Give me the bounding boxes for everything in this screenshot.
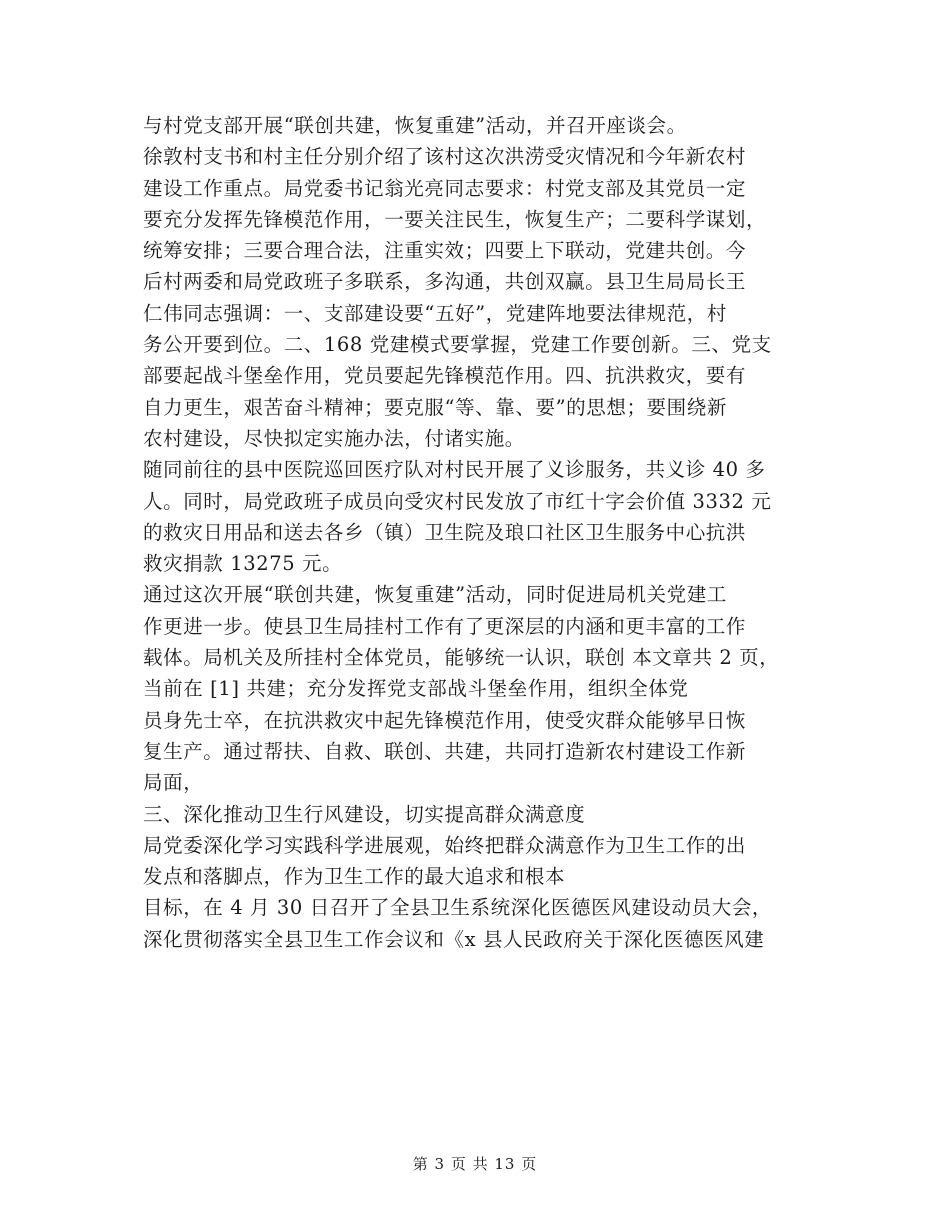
text-line: 徐敦村支书和村主任分别介绍了该村这次洪涝受灾情况和今年新农村 [143,145,747,169]
text-line: 建设工作重点。局党委书记翁光亮同志要求：村党支部及其党员一定 [143,176,747,200]
text-line: 要充分发挥先锋模范作用，一要关注民生，恢复生产；二要科学谋划， [143,207,767,231]
text-line: 农村建设，尽快拟定实施办法，付诸实施。 [143,426,525,450]
text-line: 自力更生，艰苦奋斗精神；要克服“等、靠、要”的思想；要围绕新 [143,395,727,419]
text-line: 随同前往的县中医院巡回医疗队对村民开展了义诊服务，共义诊 40 多 [143,458,766,482]
text-line: 作更进一步。使县卫生局挂村工作有了更深层的内涵和更丰富的工作 [143,614,747,638]
text-line: 局党委深化学习实践科学进展观，始终把群众满意作为卫生工作的出 [143,833,747,857]
text-line: 当前在 [1] 共建；充分发挥党支部战斗堡垒作用，组织全体党 [143,677,689,701]
text-line: 的救灾日用品和送去各乡（镇）卫生院及琅口社区卫生服务中心抗洪 [143,520,747,544]
document-body [143,110,823,955]
text-line: 深化贯彻落实全县卫生工作会议和《x 县人民政府关于深化医德医风建 [143,927,765,951]
page-number-footer: 第 3 页 共 13 页 [412,1155,538,1173]
text-line: 发点和落脚点，作为卫生工作的最大追求和根本 [143,865,566,889]
text-line: 复生产。通过帮扶、自救、联创、共建，共同打造新农村建设工作新 [143,739,747,763]
text-line: 与村党支部开展“联创共建，恢复重建”活动，并召开座谈会。 [143,114,687,137]
text-line: 后村两委和局党政班子多联系，多沟通，共创双赢。县卫生局局长王 [143,270,747,294]
text-line: 人。同时，局党政班子成员向受灾村民发放了市红十字会价值 3332 元 [143,489,772,513]
text-line: 部要起战斗堡垒作用，党员要起先锋模范作用。四、抗洪救灾，要有 [143,364,747,388]
text-line: 统筹安排；三要合理合法，注重实效；四要上下联动，党建共创。今 [143,239,747,263]
text-line: 务公开要到位。二、168 党建模式要掌握，党建工作要创新。三、党支 [143,333,772,357]
text-line: 员身先士卒，在抗洪救灾中起先锋模范作用，使受灾群众能够早日恢 [143,708,747,732]
section-heading: 三、深化推动卫生行风建设，切实提高群众满意度 [143,802,586,826]
text-line: 仁伟同志强调：一、支部建设要“五好”，党建阵地要法律规范，村 [143,301,727,325]
text-line: 载体。局机关及所挂村全体党员，能够统一认识，联创 本文章共 2 页， [143,646,780,670]
text-line: 局面， [143,771,204,795]
text-line: 通过这次开展“联创共建，恢复重建”活动，同时促进局机关党建工 [143,583,727,607]
text-line: 救灾捐款 13275 元。 [143,552,343,576]
text-line: 目标，在 4 月 30 日召开了全县卫生系统深化医德医风建设动员大会， [143,896,773,920]
